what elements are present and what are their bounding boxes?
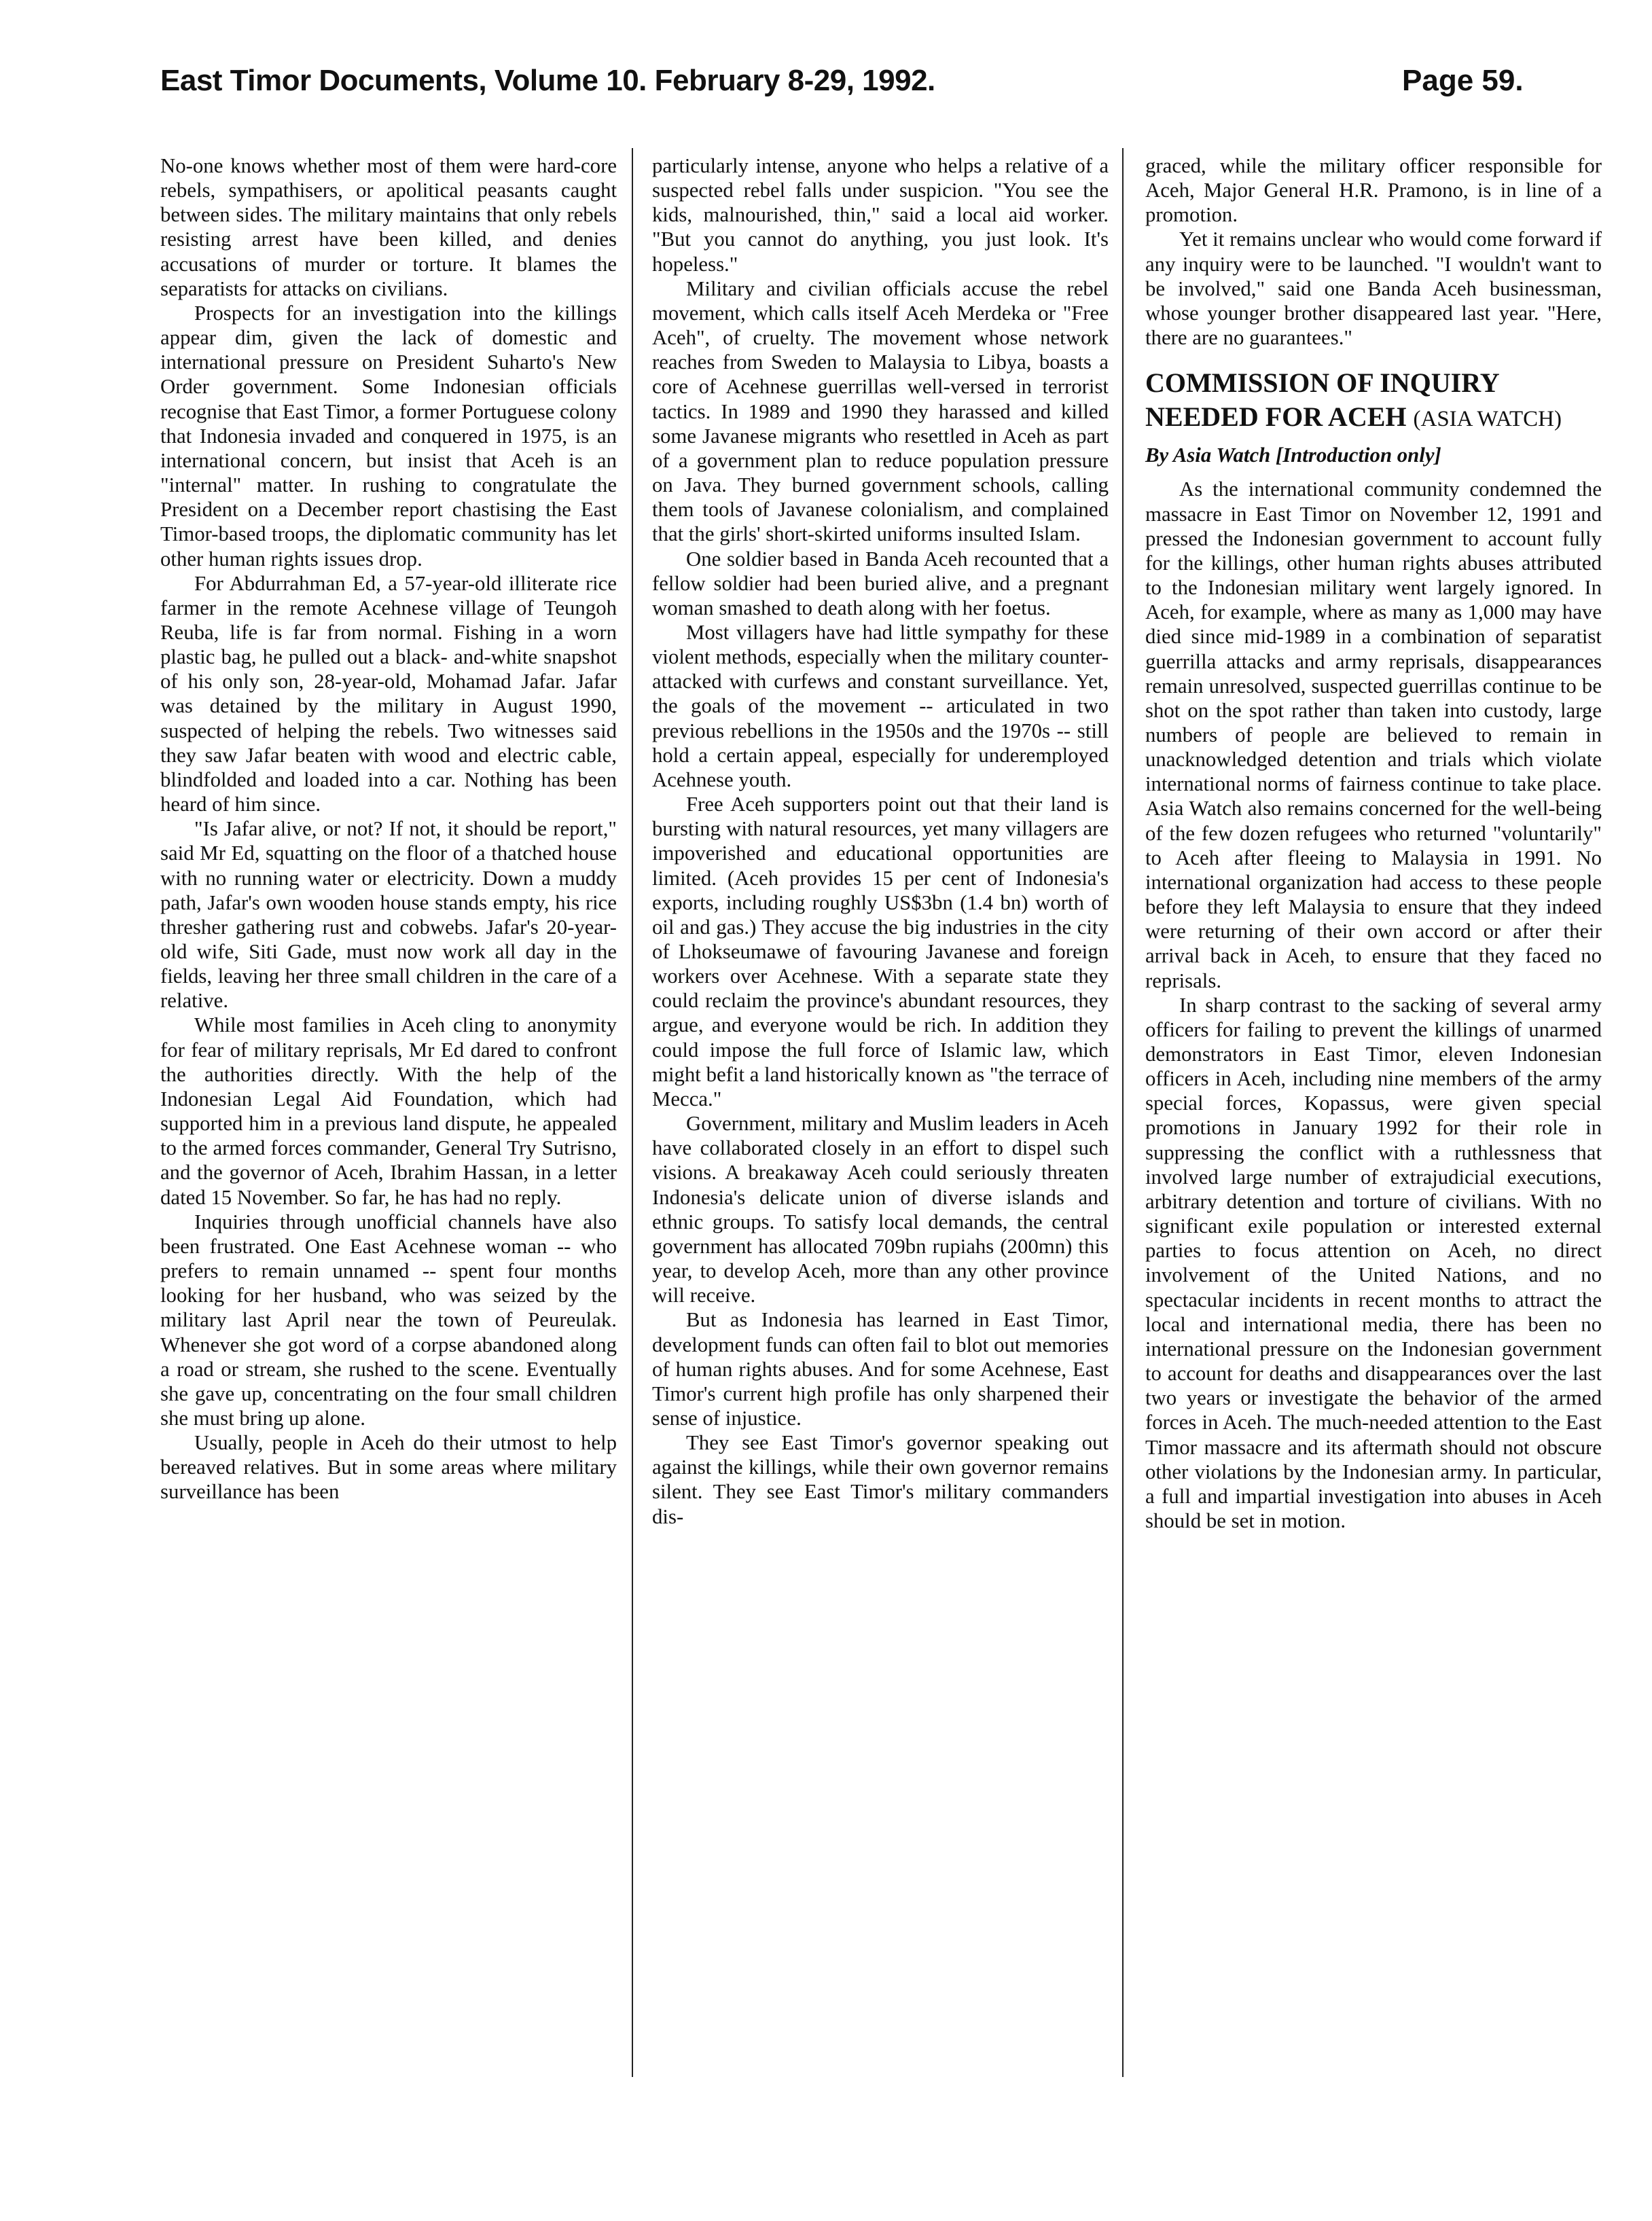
article-column-3	[1145, 154, 1602, 1533]
column-divider	[632, 148, 633, 2077]
paragraph: particularly intense, anyone who helps a relative of a suspected rebel falls under suspicion. "You see the kids, malnourished, thin," said a local aid worker. "But you cannot do anything, you just look. It's hopeless."	[652, 154, 1109, 276]
paragraph: But as Indonesia has learned in East Timor, development funds can often fail to blot out memories of human rights abuses. And for some Acehnese, East Timor's current high profile has only sharpened their sense of injustice.	[652, 1308, 1109, 1430]
section-heading-title: COMMISSION OF INQUIRY NEEDED FOR ACEH	[1145, 367, 1499, 433]
paragraph: Usually, people in Aceh do their utmost to help bereaved relatives. But in some areas where military surveillance has been	[160, 1431, 617, 1504]
section-heading-source: (ASIA WATCH)	[1413, 407, 1562, 432]
paragraph: No-one knows whether most of them were hard-core rebels, sympathisers, or apolitical peasants caught between sides. The military maintains that only rebels resisting arrest have been killed, and denies accusations of murder or torture. It blames the separatists for attacks on civilians.	[160, 154, 617, 300]
paragraph: Inquiries through unofficial channels have also been frustrated. One East Acehnese woman -- who prefers to remain unnamed -- spent four months looking for her husband, who was seized by the military last April near the town of Peureulak. Whenever she got word of a corpse abandoned along a road or stream, she rushed to the scene. Eventually she gave up, concentrating on the four small children she must bring up alone.	[160, 1210, 617, 1430]
page-number: Page 59.	[1402, 64, 1524, 97]
paragraph: graced, while the military officer responsible for Aceh, Major General H.R. Pramono, is in line of a promotion.	[1145, 154, 1602, 227]
paragraph: As the international community condemned the massacre in East Timor on November 12, 1991 and pressed the Indonesian government to account fully for the killings, other human rights abuses attributed to the Indonesian military went largely ignored. In Aceh, for example, where as many as 1,000 may have died since mid-1989 in a combination of separatist guerrilla attacks and army reprisals, disappearances remain unresolved, suspected guerrillas continue to be shot on the spot rather than taken into custody, large numbers of people are believed to remain in unacknowledged detention and trials which violate international norms of fairness continue to take place. Asia Watch also remains concerned for the well-being of the few dozen refugees who returned "voluntarily" to Aceh after fleeing to Malaysia in 1991. No international organization had access to these people before they left Malaysia to ensure that they indeed were returning of their own accord or after their arrival back in Aceh, to ensure that they faced no reprisals.	[1145, 477, 1602, 992]
paragraph: "Is Jafar alive, or not? If not, it should be report," said Mr Ed, squatting on the floor of a thatched house with no running water or electricity. Down a muddy path, Jafar's own wooden house stands empty, his rice thresher gathering rust and cobwebs. Jafar's 20-year-old wife, Siti Gade, must now work all day in the fields, leaving her three small children in the care of a relative.	[160, 817, 617, 1013]
article-column-2	[652, 154, 1109, 1529]
paragraph: Government, military and Muslim leaders in Aceh have collaborated closely in an effort to dispel such visions. A breakaway Aceh could seriously threaten Indonesia's delicate union of diverse islands and ethnic groups. To satisfy local demands, the central government has allocated 709bn rupiahs (200mn) this year, to develop Aceh, more than any other province will receive.	[652, 1112, 1109, 1307]
column-divider	[1122, 148, 1124, 2077]
byline: By Asia Watch [Introduction only]	[1145, 444, 1441, 467]
paragraph: While most families in Aceh cling to anonymity for fear of military reprisals, Mr Ed dared to confront the authorities directly. With the help of the Indonesian Legal Aid Foundation, which had supported him in a previous land dispute, he appealed to the armed forces commander, General Try Sutrisno, and the governor of Aceh, Ibrahim Hassan, in a letter dated 15 November. So far, he has had no reply.	[160, 1013, 617, 1209]
paragraph: In sharp contrast to the sacking of several army officers for failing to prevent the killings of unarmed demonstrators in East Timor, eleven Indonesian officers in Aceh, including nine members of the army special forces, Kopassus, were given special promotions in January 1992 for their role in suppressing the conflict with a ruthlessness that involved large number of extrajudicial executions, arbitrary detention and torture of civilians. With no significant exile population or interested external parties to focus attention on Aceh, no direct involvement of the United Nations, and no spectacular incidents in recent months to attract the local and international media, there has been no international pressure on the Indonesian government to account for deaths and disappearances over the last two years or investigate the behavior of the armed forces in Aceh. The much-needed attention to the East Timor massacre and its aftermath should not obscure other violations by the Indonesian army. In particular, a full and impartial investigation into abuses in Aceh should be set in motion.	[1145, 993, 1602, 1532]
section-heading	[1145, 366, 1602, 436]
paragraph: For Abdurrahman Ed, a 57-year-old illiterate rice farmer in the remote Acehnese village of Teungoh Reuba, life is far from normal. Fishing in a worn plastic bag, he pulled out a black- and-white snapshot of his only son, 28-year-old, Mohamad Jafar. Jafar was detained by the military in August 1990, suspected of helping the rebels. Two witnesses said they saw Jafar beaten with wood and electric cable, blindfolded and loaded into a car. Nothing has been heard of him since.	[160, 571, 617, 816]
paragraph: One soldier based in Banda Aceh recounted that a fellow soldier had been buried alive, and a pregnant woman smashed to death along with her foetus.	[652, 547, 1109, 619]
paragraph: Free Aceh supporters point out that their land is bursting with natural resources, yet many villagers are impoverished and educational opportunities are limited. (Aceh provides 15 per cent of Indonesia's exports, including roughly US$3bn (1.4 bn) worth of oil and gas.) They accuse the big industries in the city of Lhokseumawe of favouring Javanese and foreign workers over Acehnese. With a separate state they could reclaim the province's abundant resources, they argue, and everyone would be rich. In addition they could impose the full force of Islamic law, which might befit a land historically known as "the terrace of Mecca."	[652, 793, 1109, 1110]
article-column-1	[160, 154, 617, 1504]
paragraph: They see East Timor's governor speaking out against the killings, while their own governor remains silent. They see East Timor's military commanders dis-	[652, 1431, 1109, 1528]
document-header-title: East Timor Documents, Volume 10. February 8-29, 1992.	[160, 64, 935, 97]
paragraph: Most villagers have had little sympathy for these violent methods, especially when the military counter-attacked with curfews and constant surveillance. Yet, the goals of the movement -- articulated in two previous rebellions in the 1950s and the 1970s -- still hold a certain appeal, especially for underemployed Acehnese youth.	[652, 620, 1109, 791]
paragraph: Yet it remains unclear who would come forward if any inquiry were to be launched. "I wouldn't want to be involved," said one Banda Aceh businessman, whose younger brother disappeared last year. "Here, there are no guarantees."	[1145, 228, 1602, 350]
paragraph: Prospects for an investigation into the killings appear dim, given the lack of domestic and international pressure on President Suharto's New Order government. Some Indonesian officials recognise that East Timor, a former Portuguese colony that Indonesia invaded and conquered in 1975, is an international concern, but insist that Aceh is an "internal" matter. In rushing to congratulate the President on a December report chastising the East Timor-based troops, the diplomatic community has let other human rights issues drop.	[160, 301, 617, 571]
paragraph: Military and civilian officials accuse the rebel movement, which calls itself Aceh Merdeka or "Free Aceh", of cruelty. The movement whose network reaches from Sweden to Malaysia to Libya, boasts a core of Acehnese guerrillas well-versed in terrorist tactics. In 1989 and 1990 they harassed and killed some Javanese migrants who resettled in Aceh as part of a government plan to reduce population pressure on Java. They burned government schools, calling them tools of Javanese colonialism, and complained that the girls' short-skirted uniforms insulted Islam.	[652, 276, 1109, 546]
